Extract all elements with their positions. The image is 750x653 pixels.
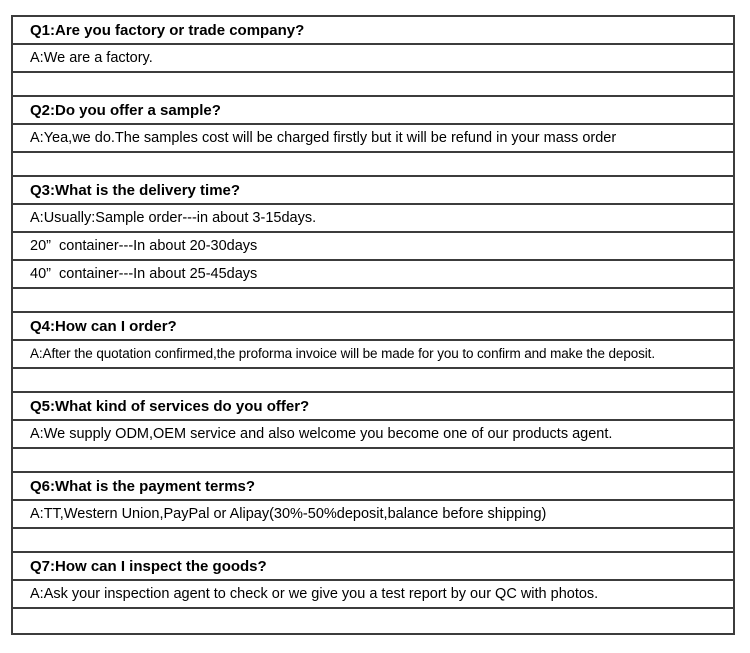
faq-row-q1 (13, 17, 733, 45)
faq-row-a3-40ft-container (13, 261, 733, 289)
question-text-q4: Q4:How can I order? (30, 317, 177, 335)
answer-text-a3-sample-order: A:Usually:Sample order---in about 3-15days. (30, 209, 317, 226)
faq-row-q3 (13, 177, 733, 205)
faq-row-a7 (13, 581, 733, 609)
faq-spacer-row-3 (13, 289, 733, 313)
faq-row-a3-20ft-container (13, 233, 733, 261)
faq-spacer-row-4 (13, 369, 733, 393)
faq-row-a4 (13, 341, 733, 369)
answer-text-a2: A:Yea,we do.The samples cost will be charged firstly but it will be refund in your mass order (30, 129, 617, 146)
faq-spacer-row-2 (13, 153, 733, 177)
faq-row-a6 (13, 501, 733, 529)
faq-spacer-row-7 (13, 609, 733, 633)
question-text-q2: Q2:Do you offer a sample? (30, 101, 221, 119)
faq-row-q5 (13, 393, 733, 421)
question-text-q3: Q3:What is the delivery time? (30, 181, 241, 199)
answer-text-a3-20ft-container: 20” container---In about 20-30days (30, 237, 258, 254)
faq-row-a1 (13, 45, 733, 73)
question-text-q7: Q7:How can I inspect the goods? (30, 557, 267, 575)
answer-text-a4: A:After the quotation confirmed,the proforma invoice will be made for you to confirm and make the deposit. (30, 346, 655, 362)
faq-row-a3-sample-order (13, 205, 733, 233)
faq-spacer-row-5 (13, 449, 733, 473)
answer-text-a5: A:We supply ODM,OEM service and also welcome you become one of our products agent. (30, 425, 613, 442)
answer-text-a1: A:We are a factory. (30, 49, 153, 66)
faq-row-a5 (13, 421, 733, 449)
question-text-q6: Q6:What is the payment terms? (30, 477, 256, 495)
faq-spacer-row-1 (13, 73, 733, 97)
faq-row-q4 (13, 313, 733, 341)
faq-row-q7 (13, 553, 733, 581)
question-text-q5: Q5:What kind of services do you offer? (30, 397, 310, 415)
faq-row-a2 (13, 125, 733, 153)
answer-text-a3-40ft-container: 40” container---In about 25-45days (30, 265, 258, 282)
faq-row-q6 (13, 473, 733, 501)
answer-text-a7: A:Ask your inspection agent to check or we give you a test report by our QC with photos. (30, 585, 599, 602)
faq-spacer-row-6 (13, 529, 733, 553)
answer-text-a6: A:TT,Western Union,PayPal or Alipay(30%-50%deposit,balance before shipping) (30, 505, 547, 522)
question-text-q1: Q1:Are you factory or trade company? (30, 21, 305, 39)
faq-table (11, 15, 735, 635)
faq-row-q2 (13, 97, 733, 125)
